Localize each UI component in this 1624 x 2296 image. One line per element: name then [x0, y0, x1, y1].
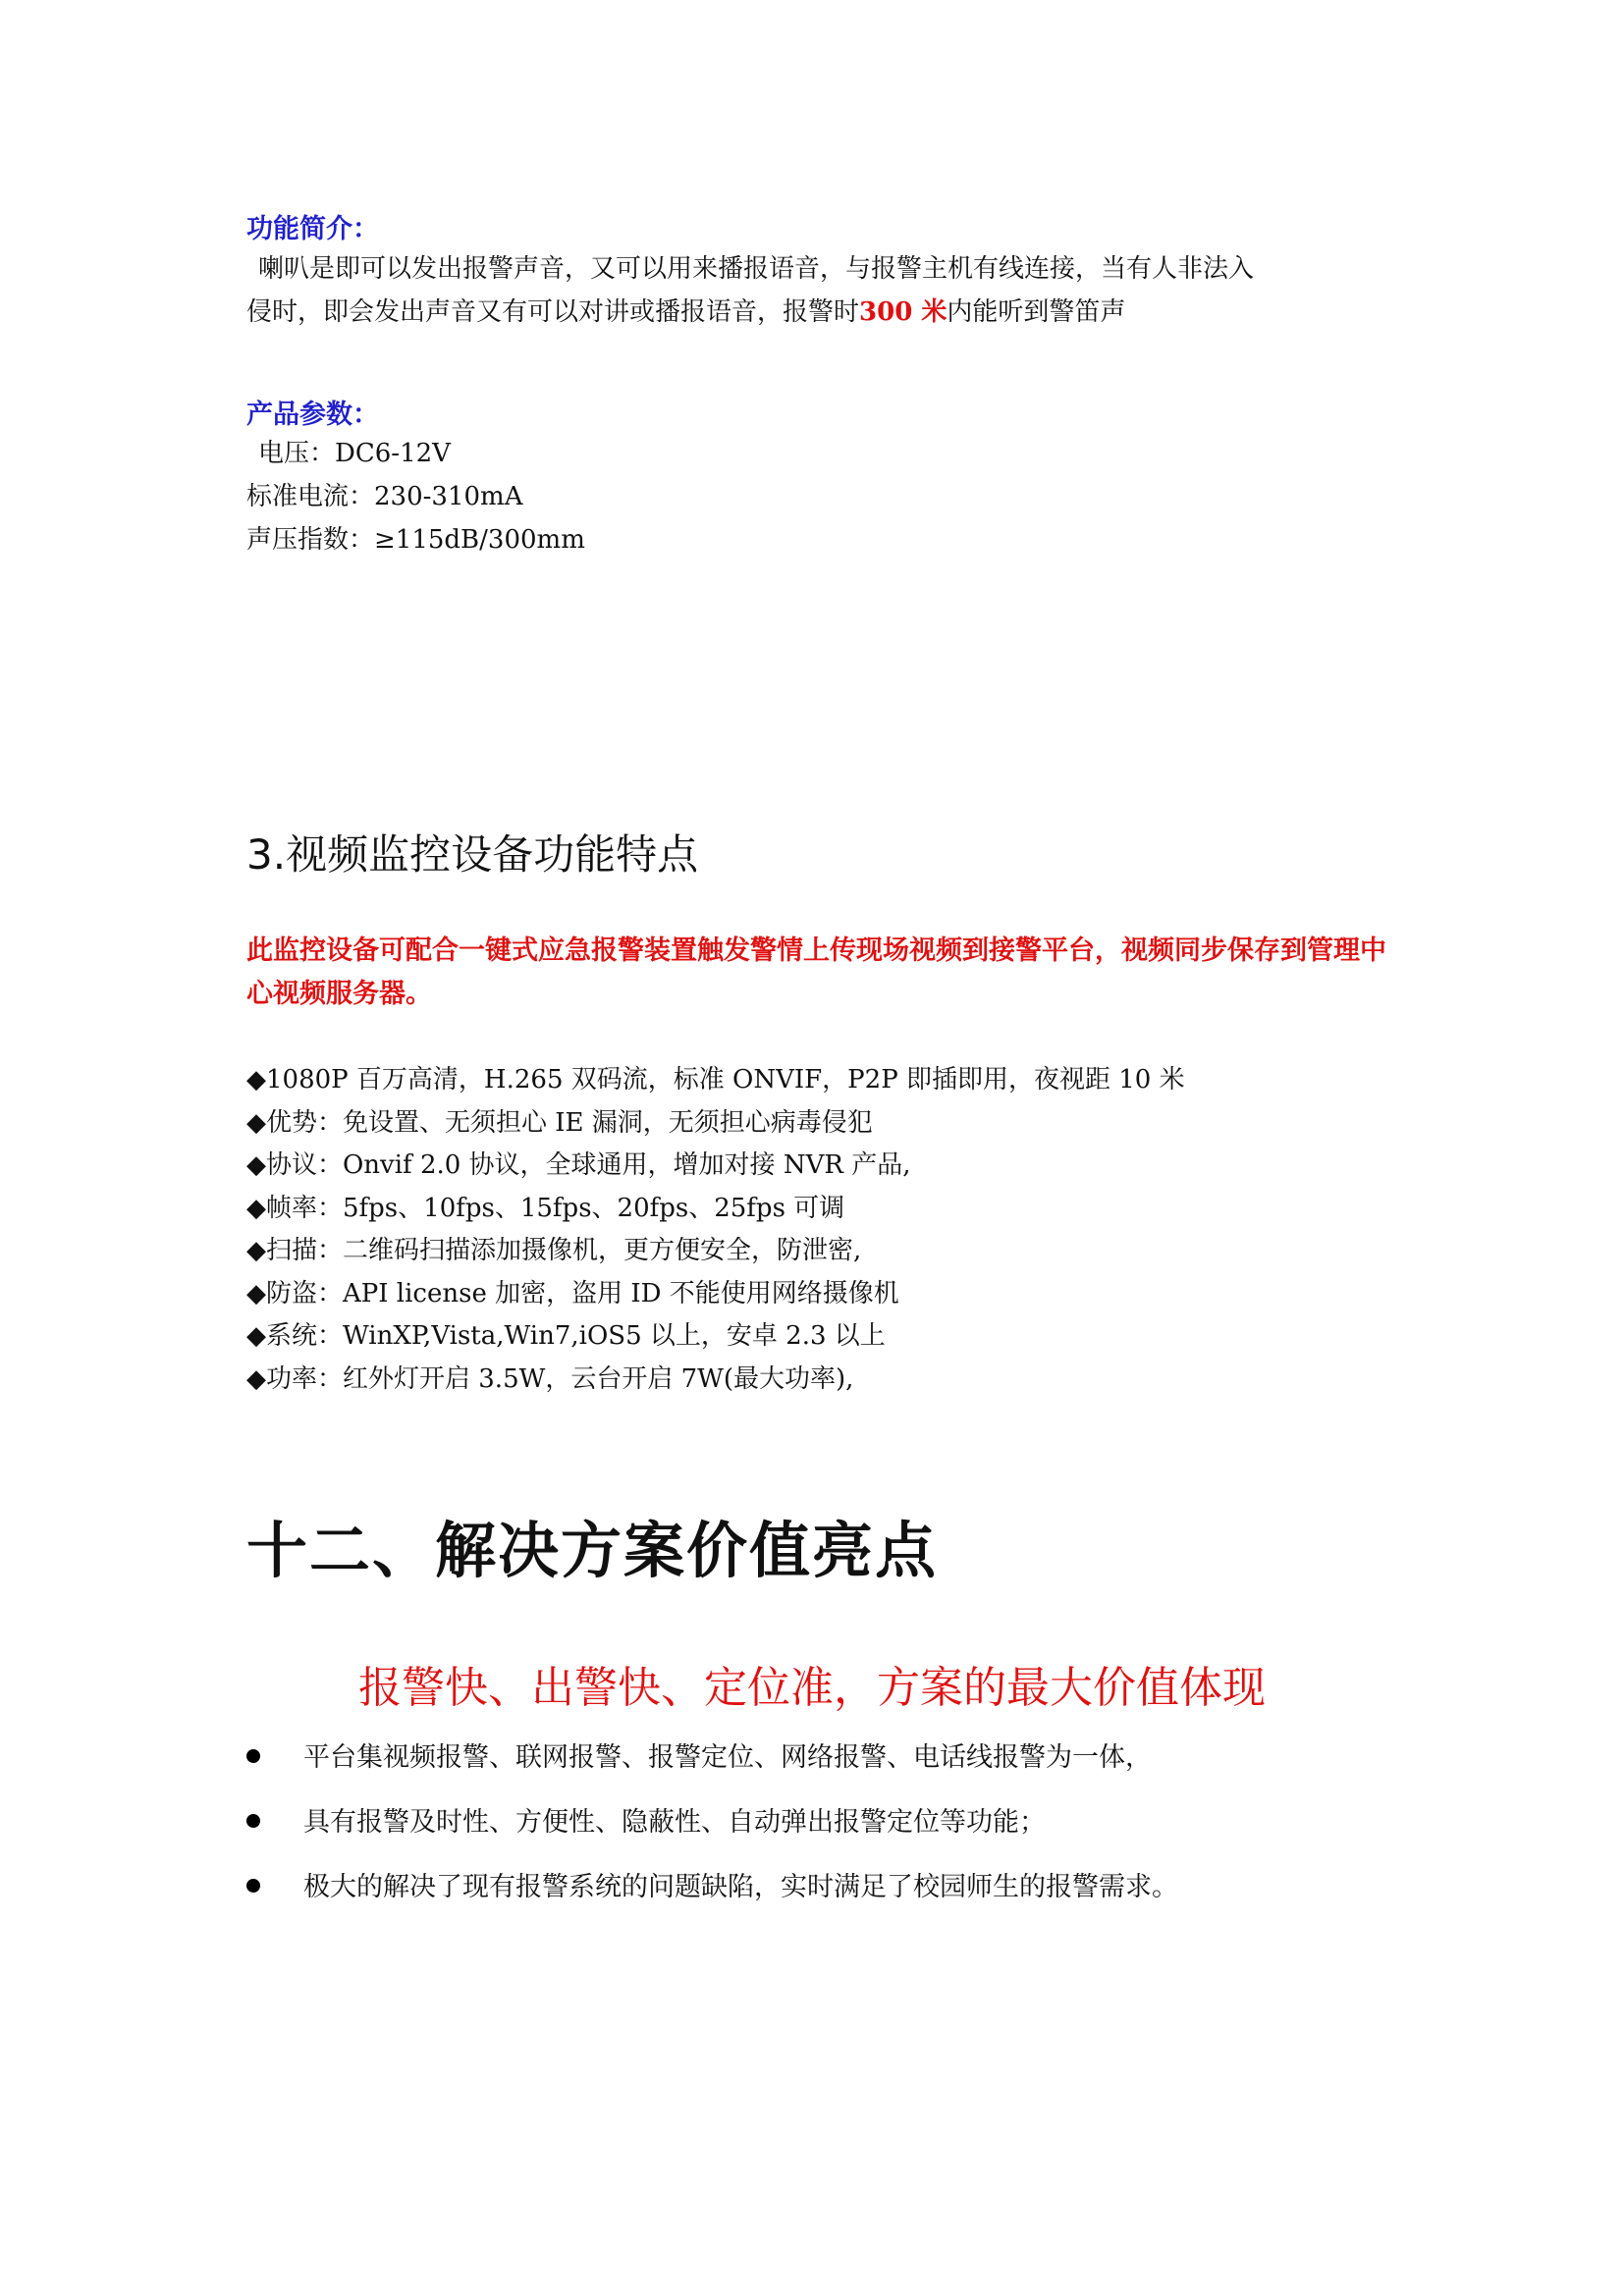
params-list	[246, 432, 585, 561]
bullet-item	[246, 1865, 1178, 1903]
intro-line-2	[246, 291, 1254, 334]
bullet-item	[246, 1735, 1152, 1774]
bullet-dot-icon	[246, 1814, 260, 1828]
bullet-text: 极大的解决了现有报警系统的问题缺陷，实时满足了校园师生的报警需求。	[303, 1872, 1178, 1902]
bullet-dot-icon	[246, 1749, 260, 1763]
intro-line-1: 喇叭是即可以发出报警声音，又可以用来播报语音，与报警主机有线连接，当有人非法入	[258, 254, 1255, 284]
feature-item: ◆防盗：API license 加密，盗用 ID 不能使用网络摄像机	[246, 1278, 899, 1308]
intro-line-2-post: 内能听到警笛声	[947, 297, 1126, 327]
solution-heading: 十二、解决方案价值亮点	[246, 1515, 939, 1586]
bullet-text: 平台集视频报警、联网报警、报警定位、网络报警、电话线报警为一体，	[303, 1742, 1152, 1773]
param-spl: 声压指数：≥115dB/300mm	[246, 525, 585, 555]
feature-item: ◆1080P 百万高清，H.265 双码流，标准 ONVIF，P2P 即插即用，夜视距 10 米	[246, 1065, 1185, 1095]
intro-paragraph	[246, 247, 1254, 334]
bullet-text: 具有报警及时性、方便性、隐蔽性、自动弹出报警定位等功能；	[303, 1807, 1046, 1838]
intro-heading: 功能简介：	[246, 214, 379, 244]
feature-item: ◆系统：WinXP,Vista,Win7,iOS5 以上，安卓 2.3 以上	[246, 1321, 886, 1351]
feature-item: ◆帧率：5fps、10fps、15fps、20fps、25fps 可调	[246, 1193, 845, 1223]
bullet-dot-icon	[246, 1879, 260, 1893]
feature-item: ◆协议：Onvif 2.0 协议，全球通用，增加对接 NVR 产品,	[246, 1150, 911, 1180]
distance-highlight: 300 米	[859, 297, 947, 327]
feature-item: ◆优势：免设置、无须担心 IE 漏洞，无须担心病毒侵犯	[246, 1107, 873, 1138]
feature-item: ◆功率：红外灯开启 3.5W，云台开启 7W(最大功率),	[246, 1363, 854, 1394]
solution-subtitle: 报警快、出警快、定位准，方案的最大价值体现	[358, 1663, 1266, 1713]
bullet-item	[246, 1800, 1046, 1839]
param-current: 标准电流：230-310mA	[246, 482, 523, 511]
param-voltage: 电压：DC6-12V	[258, 439, 451, 468]
feature-item: ◆扫描：二维码扫描添加摄像机，更方便安全，防泄密,	[246, 1236, 862, 1265]
video-lead-paragraph: 此监控设备可配合一键式应急报警装置触发警情上传现场视频到接警平台，视频同步保存到管理中心视频服务器。	[246, 935, 1386, 1009]
intro-line-2-pre: 侵时，即会发出声音又有可以对讲或播报语音，报警时	[246, 297, 860, 327]
feature-list	[246, 1059, 1185, 1401]
params-heading: 产品参数：	[246, 400, 379, 430]
video-section-heading: 3.视频监控设备功能特点	[246, 830, 699, 879]
